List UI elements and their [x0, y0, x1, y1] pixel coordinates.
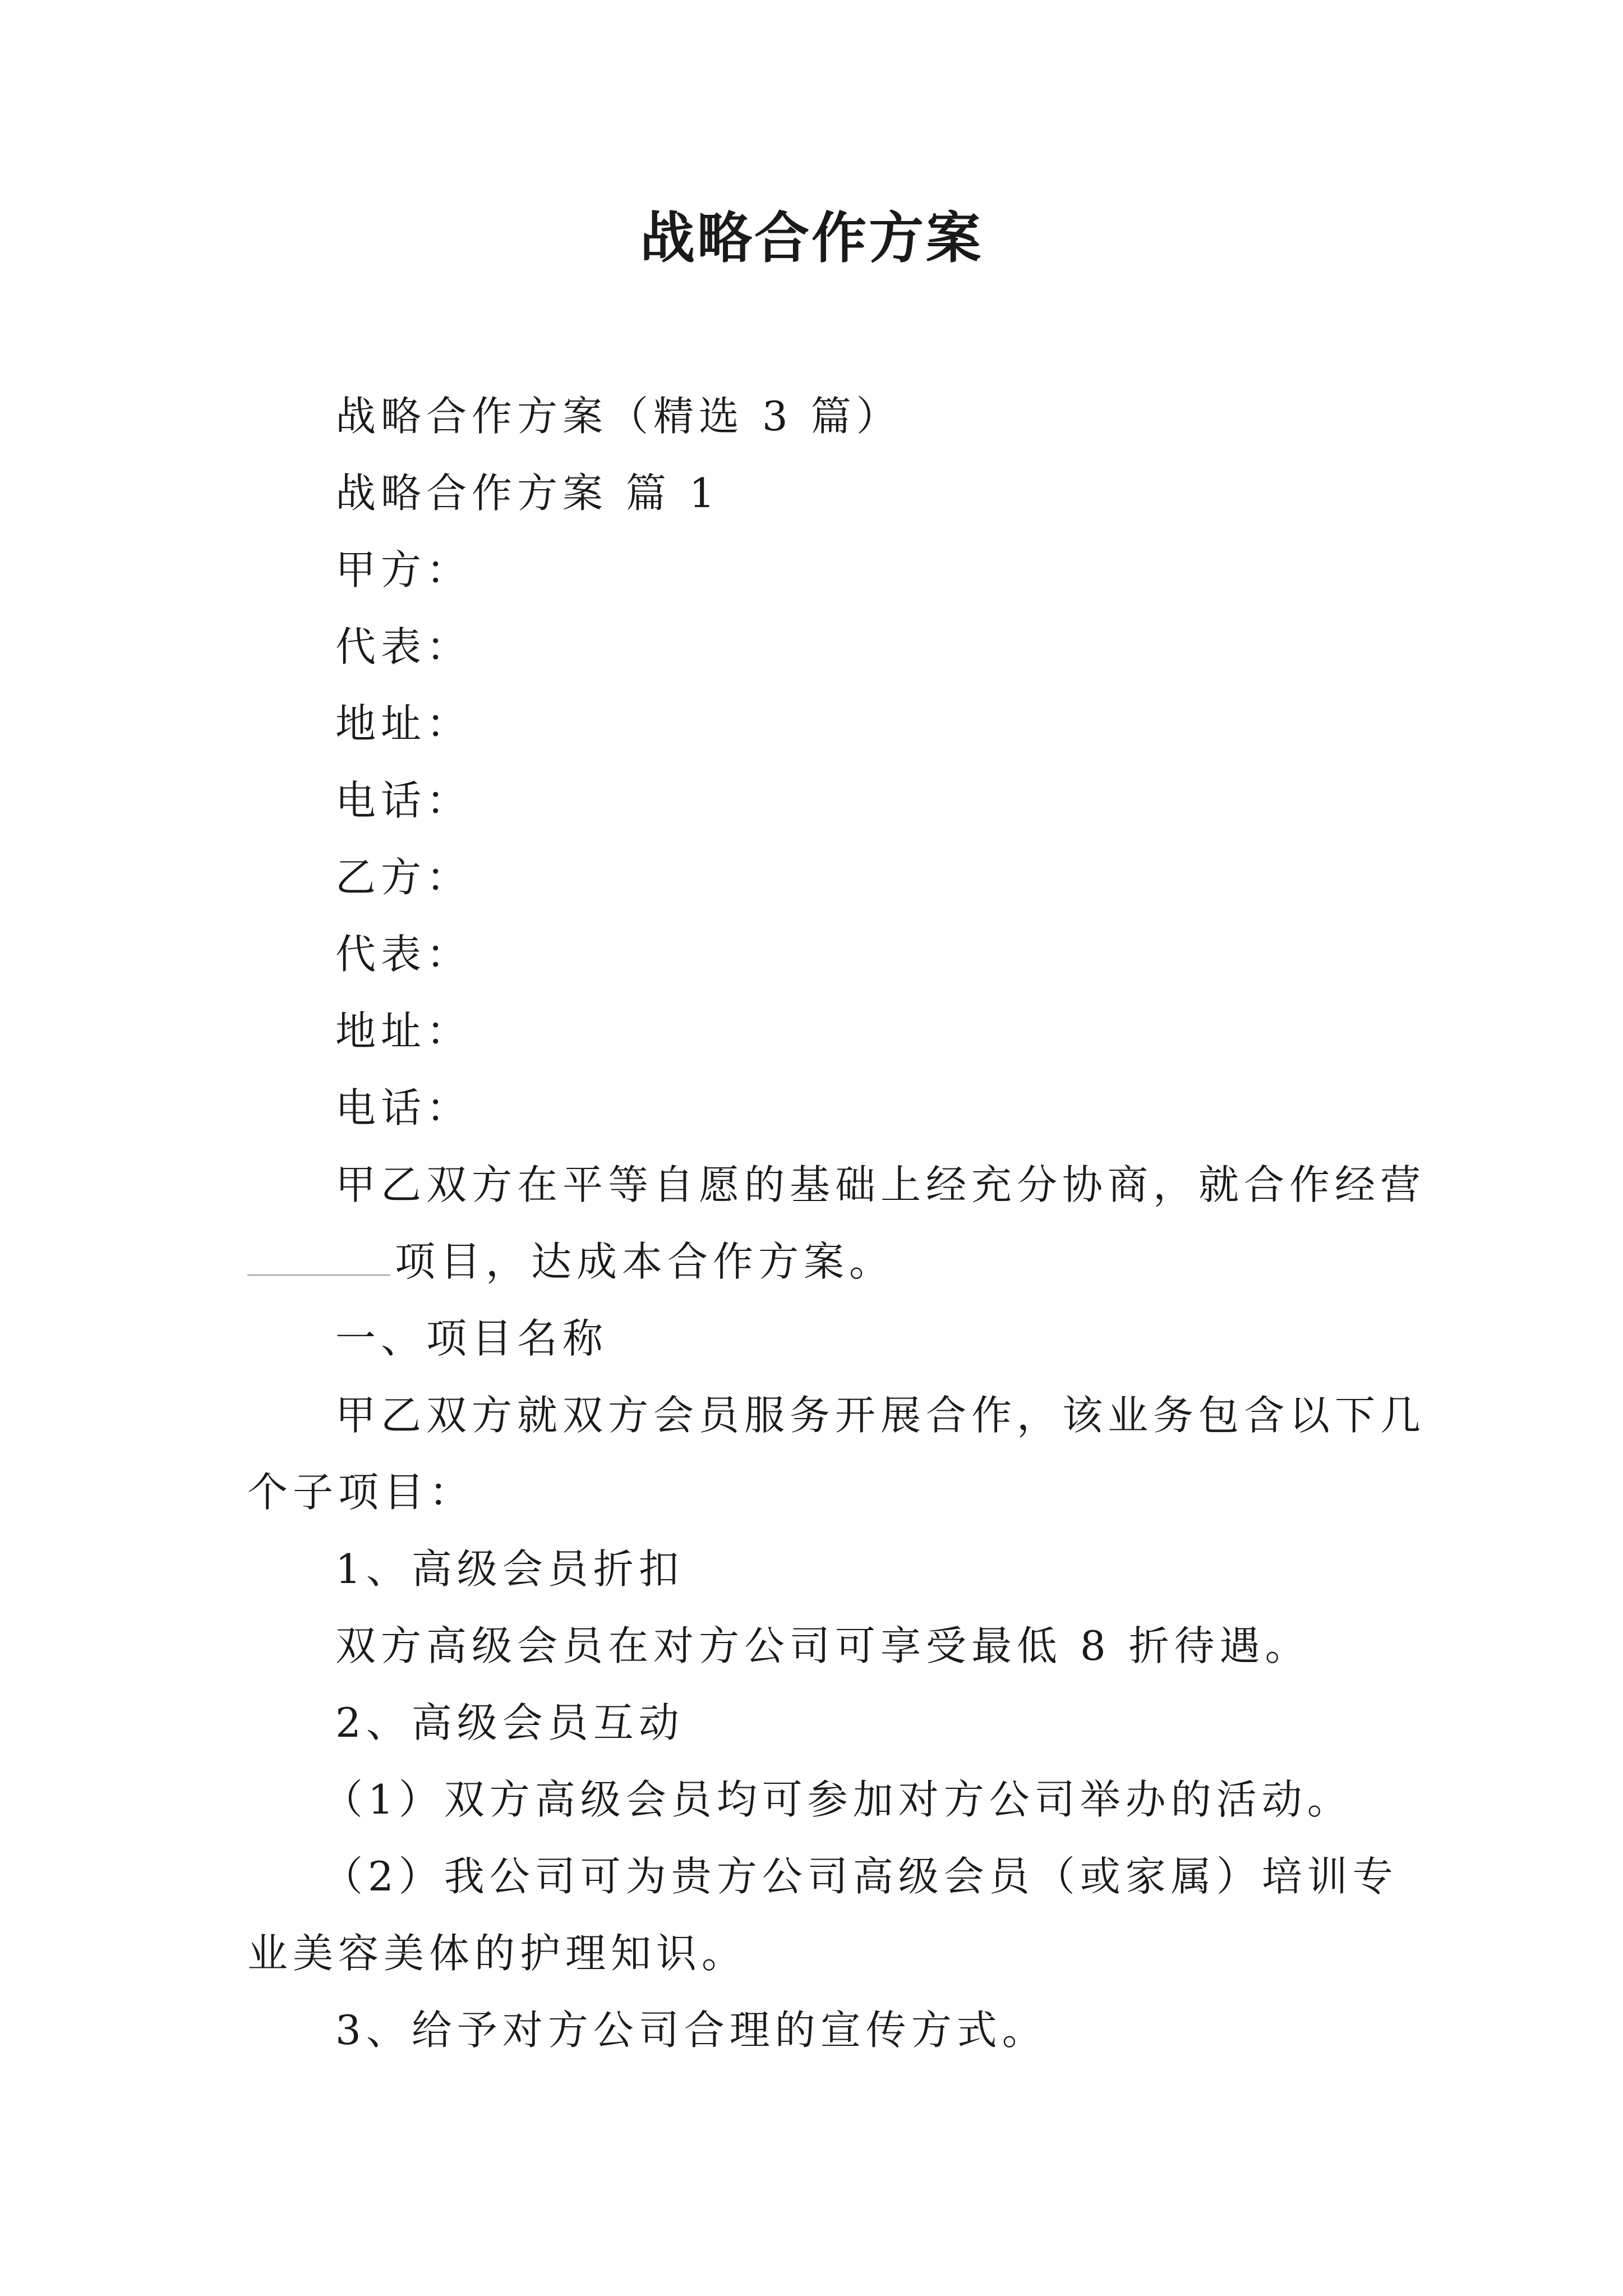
- item1-text-line2: 个子项目：: [247, 1469, 475, 1516]
- sub2-point1: （1）双方高级会员均可参加对方公司举办的活动。: [322, 1776, 1353, 1823]
- sub2-heading: 2、高级会员互动: [335, 1699, 684, 1746]
- sub1-heading: 1、高级会员折扣: [335, 1545, 684, 1593]
- party-b-address-label: 地址：: [335, 1007, 472, 1055]
- subtitle: 战略合作方案（精选 3 篇）: [335, 393, 902, 440]
- document-title: 战略合作方案: [639, 206, 983, 270]
- party-b-phone-label: 电话：: [335, 1084, 472, 1131]
- sub3-heading: 3、给予对方公司合理的宣传方式。: [335, 2007, 1048, 2054]
- party-b-rep-label: 代表：: [335, 931, 472, 978]
- party-a-rep-label: 代表：: [335, 623, 472, 670]
- sub1-text: 双方高级会员在对方公司可享受最低 8 折待遇。: [335, 1622, 1311, 1669]
- sub2-point2-line2: 业美容美体的护理知识。: [247, 1930, 748, 1977]
- item1-heading: 一、项目名称: [335, 1315, 608, 1362]
- intro-paragraph-line1: 甲乙双方在平等自愿的基础上经充分协商，就合作经营: [335, 1161, 1426, 1208]
- party-b-name-label: 乙方：: [335, 854, 472, 901]
- party-a-name-label: 甲方：: [335, 546, 472, 593]
- party-a-address-label: 地址：: [335, 700, 472, 747]
- project-name-blank: [247, 1237, 390, 1276]
- intro-line2-text: 项目，达成本合作方案。: [395, 1238, 895, 1285]
- party-a-phone-label: 电话：: [335, 777, 472, 824]
- section-heading: 战略合作方案 篇 1: [335, 470, 720, 517]
- sub2-point2-line1: （2）我公司可为贵方公司高级会员（或家属）培训专: [322, 1853, 1398, 1900]
- intro-paragraph-line2: [247, 1234, 895, 1290]
- item1-text-line1: 甲乙双方就双方会员服务开展合作，该业务包含以下几: [335, 1392, 1426, 1439]
